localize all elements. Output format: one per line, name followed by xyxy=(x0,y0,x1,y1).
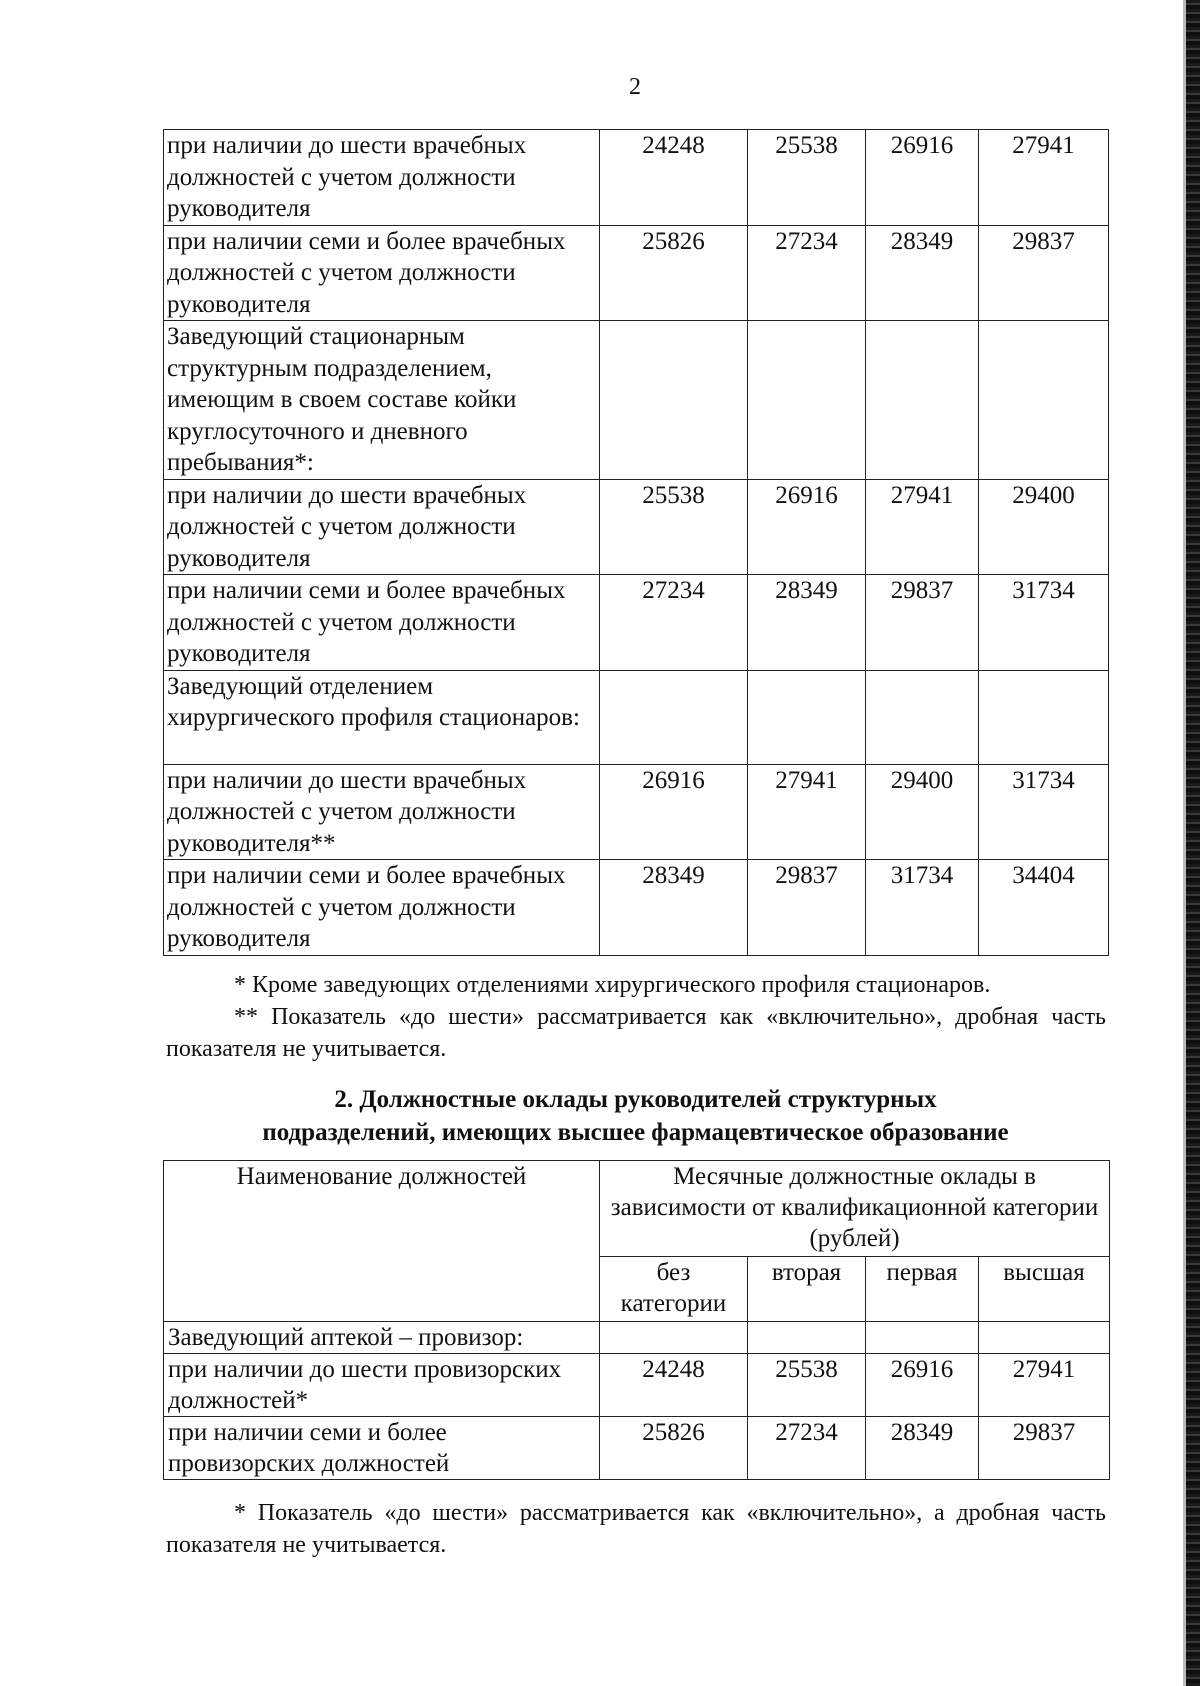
salary-value-cell: 27941 xyxy=(866,479,979,575)
salary-value-cell: 26916 xyxy=(866,1354,979,1417)
position-name-cell: при наличии до шести врачебных должностей с учетом должности руководителя xyxy=(164,479,600,575)
salary-value-cell xyxy=(748,1322,866,1354)
salary-value-cell: 24248 xyxy=(600,130,748,226)
table-row xyxy=(164,1354,1110,1417)
header-position-name: Наименование должностей xyxy=(164,1161,600,1322)
salary-value-cell: 29400 xyxy=(979,479,1109,575)
salary-value-cell: 34404 xyxy=(979,860,1109,956)
position-name-cell: Заведующий отделением хирургического профиля стационаров: xyxy=(164,670,600,764)
position-name-cell: Заведующий аптекой – провизор: xyxy=(164,1322,600,1354)
header-salary-group: Месячные должностные оклады в зависимости от квалификационной категории (рублей) xyxy=(600,1161,1110,1257)
header-category: первая xyxy=(866,1256,979,1321)
position-name-cell: при наличии семи и более врачебных должностей с учетом должности руководителя xyxy=(164,575,600,671)
salary-value-cell: 26916 xyxy=(748,479,866,575)
salary-value-cell: 26916 xyxy=(866,130,979,226)
salary-value-cell xyxy=(979,670,1109,764)
table-row xyxy=(164,225,1109,321)
salary-value-cell: 27234 xyxy=(600,575,748,671)
salary-value-cell xyxy=(600,1322,748,1354)
salary-value-cell: 25538 xyxy=(748,1354,866,1417)
salary-value-cell: 27941 xyxy=(748,764,866,860)
position-name-cell: при наличии семи и более врачебных должностей с учетом должности руководителя xyxy=(164,225,600,321)
salary-value-cell xyxy=(600,670,748,764)
salary-value-cell: 25826 xyxy=(600,1417,748,1480)
table-row xyxy=(164,479,1109,575)
position-name-cell: при наличии семи и более провизорских должностей xyxy=(164,1417,600,1480)
salary-value-cell xyxy=(979,1322,1110,1354)
table-row xyxy=(164,860,1109,956)
salary-value-cell xyxy=(866,321,979,480)
salary-value-cell: 27234 xyxy=(748,225,866,321)
table-row xyxy=(164,764,1109,860)
footnote-star: * Кроме заведующих отделениями хирургического профиля стационаров. xyxy=(234,972,991,998)
salary-value-cell: 28349 xyxy=(866,225,979,321)
salary-value-cell xyxy=(866,670,979,764)
table-row xyxy=(164,130,1109,226)
header-category: без категории xyxy=(600,1256,748,1321)
salary-value-cell: 25538 xyxy=(748,130,866,226)
section-2-title: 2. Должностные оклады руководителей структурных подразделений, имеющих высшее фармацевтическое образование xyxy=(262,1086,1009,1146)
salary-value-cell: 25538 xyxy=(600,479,748,575)
header-category: вторая xyxy=(748,1256,866,1321)
salary-value-cell: 29837 xyxy=(866,575,979,671)
salary-value-cell: 25826 xyxy=(600,225,748,321)
salary-value-cell: 26916 xyxy=(600,764,748,860)
salary-value-cell: 29837 xyxy=(748,860,866,956)
salary-table-2 xyxy=(163,1160,1110,1480)
salary-value-cell xyxy=(979,321,1109,480)
salary-value-cell: 31734 xyxy=(866,860,979,956)
salary-value-cell: 28349 xyxy=(600,860,748,956)
salary-value-cell: 28349 xyxy=(748,575,866,671)
table-row xyxy=(164,1322,1110,1354)
table-row xyxy=(164,575,1109,671)
page-number: 2 xyxy=(629,74,641,100)
salary-value-cell: 29837 xyxy=(979,225,1109,321)
salary-value-cell xyxy=(748,321,866,480)
position-name-cell: при наличии семи и более врачебных должностей с учетом должности руководителя xyxy=(164,860,600,956)
position-name-cell: при наличии до шести врачебных должностей с учетом должности руководителя xyxy=(164,130,600,226)
salary-value-cell: 28349 xyxy=(866,1417,979,1480)
salary-value-cell xyxy=(748,670,866,764)
table-row xyxy=(164,1417,1110,1480)
footnote-double-star: ** Показатель «до шести» рассматривается как «включительно», дробная часть показателя не учитывается. xyxy=(166,1004,1106,1062)
table-row xyxy=(164,321,1109,480)
salary-value-cell: 27941 xyxy=(979,130,1109,226)
salary-value-cell: 31734 xyxy=(979,575,1109,671)
footnote-table-2: * Показатель «до шести» рассматривается как «включительно», а дробная часть показателя не учитывается. xyxy=(166,1500,1106,1558)
header-category: высшая xyxy=(979,1256,1110,1321)
salary-value-cell: 27234 xyxy=(748,1417,866,1480)
salary-value-cell: 24248 xyxy=(600,1354,748,1417)
salary-value-cell: 27941 xyxy=(979,1354,1110,1417)
salary-value-cell: 29837 xyxy=(979,1417,1110,1480)
salary-value-cell xyxy=(600,321,748,480)
salary-table-1 xyxy=(163,129,1109,956)
position-name-cell: Заведующий стационарным структурным подразделением, имеющим в своем составе койки круглосуточного и дневного пребывания*: xyxy=(164,321,600,480)
salary-value-cell xyxy=(866,1322,979,1354)
table-row xyxy=(164,670,1109,764)
position-name-cell: при наличии до шести провизорских должностей* xyxy=(164,1354,600,1417)
scan-edge xyxy=(1186,0,1200,1686)
salary-value-cell: 29400 xyxy=(866,764,979,860)
salary-value-cell: 31734 xyxy=(979,764,1109,860)
position-name-cell: при наличии до шести врачебных должностей с учетом должности руководителя** xyxy=(164,764,600,860)
